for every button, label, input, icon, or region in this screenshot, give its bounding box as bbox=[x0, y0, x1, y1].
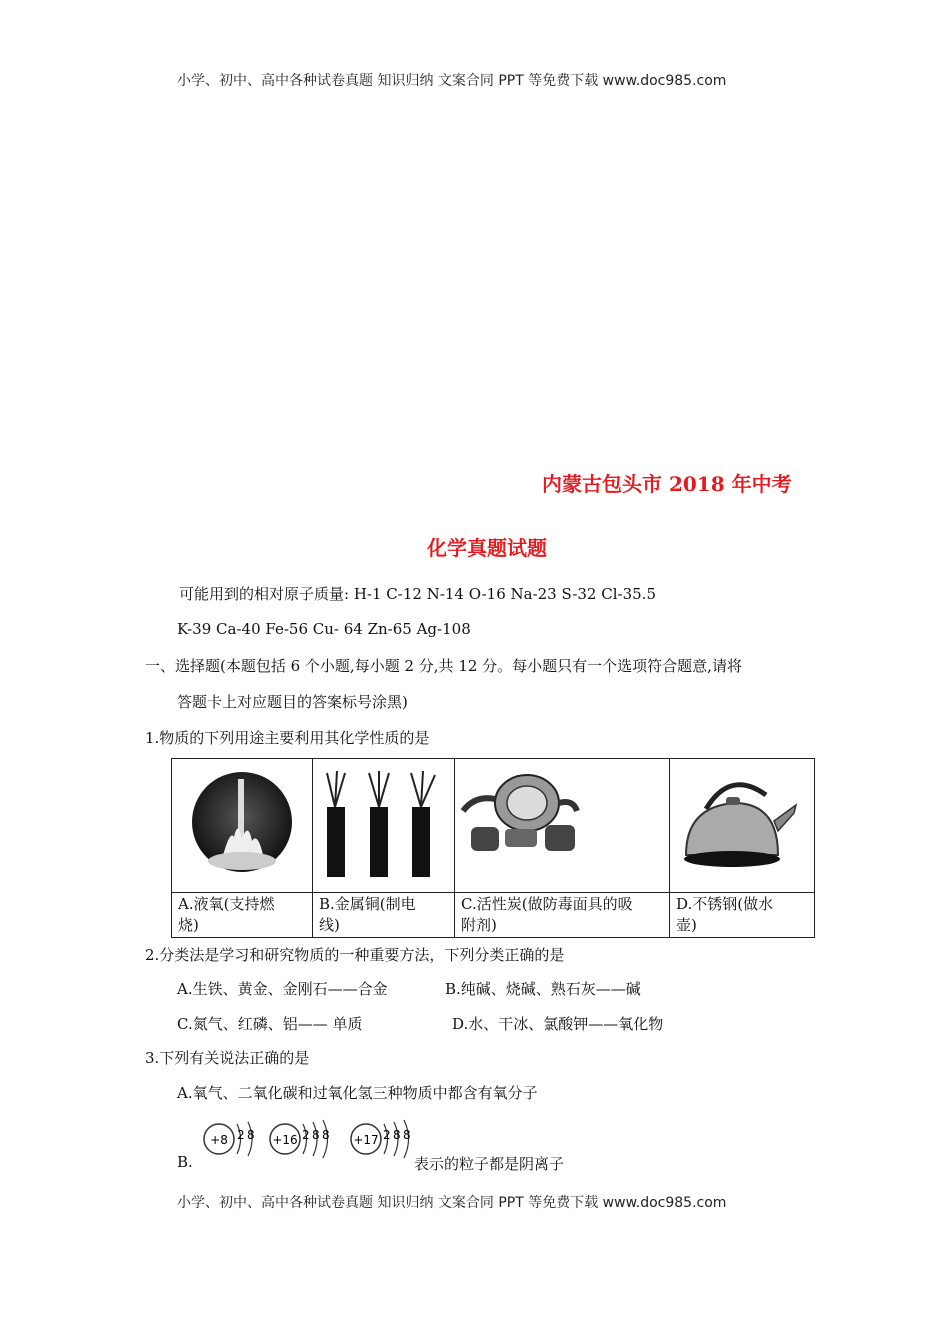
q2-option-c: C.氮气、红磷、铝—— 单质 bbox=[177, 1015, 363, 1033]
q2-stem: 2.分类法是学习和研究物质的一种重要方法，下列分类正确的是 bbox=[145, 946, 565, 964]
particle-diagram-1 bbox=[204, 1122, 255, 1156]
particle-diagram-2 bbox=[270, 1120, 330, 1158]
q1-option-d: D.不锈钢(做水 壶) bbox=[670, 893, 815, 938]
q1-image-cell-a bbox=[172, 759, 313, 893]
shell-label: 8 bbox=[247, 1128, 255, 1142]
q3-option-b-text: 表示的粒子都是阴离子 bbox=[414, 1155, 565, 1173]
atomic-structure-diagrams bbox=[198, 1116, 418, 1166]
particle-diagram-3 bbox=[351, 1120, 411, 1158]
q3-stem: 3.下列有关说法正确的是 bbox=[145, 1049, 310, 1067]
q3-option-b-label: B. bbox=[177, 1153, 193, 1171]
page-header: 小学、初中、高中各种试卷真题 知识归纳 文案合同 PPT 等免费下载 www.doc985.com bbox=[177, 73, 727, 89]
kettle-icon bbox=[670, 759, 814, 892]
shell-label: 2 bbox=[383, 1128, 391, 1142]
q1-options-table bbox=[171, 758, 815, 938]
nucleus-label: +17 bbox=[353, 1133, 379, 1147]
section1-instruction-line1: 一、选择题(本题包括 6 个小题,每小题 2 分,共 12 分。每小题只有一个选项符合题意,请将 bbox=[145, 657, 742, 675]
shell-label: 2 bbox=[237, 1128, 245, 1142]
q2-option-d: D.水、干冰、氯酸钾——氧化物 bbox=[452, 1015, 664, 1033]
q1-option-a: A.液氧(支持燃 烧) bbox=[172, 893, 313, 938]
q1-image-cell-b bbox=[313, 759, 455, 893]
shell-label: 8 bbox=[393, 1128, 401, 1142]
shell-label: 8 bbox=[312, 1128, 320, 1142]
q1-image-cell-d bbox=[670, 759, 815, 893]
page-footer: 小学、初中、高中各种试卷真题 知识归纳 文案合同 PPT 等免费下载 www.doc985.com bbox=[177, 1195, 727, 1211]
q1-stem: 1.物质的下列用途主要利用其化学性质的是 bbox=[145, 729, 430, 747]
q2-option-a: A.生铁、黄金、金刚石——合金 bbox=[177, 980, 388, 998]
exam-title-line1: 内蒙古包头市 2018 年中考 bbox=[542, 472, 792, 496]
q1-option-c: C.活性炭(做防毒面具的吸 附剂) bbox=[455, 893, 670, 938]
nucleus-label: +8 bbox=[210, 1133, 228, 1147]
shell-label: 8 bbox=[322, 1128, 330, 1142]
atomic-mass-line1: 可能用到的相对原子质量: H-1 C-12 N-14 O-16 Na-23 S-32 Cl-35.5 bbox=[179, 585, 656, 603]
shell-label: 8 bbox=[403, 1128, 411, 1142]
gas-mask-icon bbox=[455, 759, 669, 892]
q3-option-a: A.氧气、二氧化碳和过氧化氢三种物质中都含有氧分子 bbox=[177, 1084, 538, 1102]
q1-image-cell-c bbox=[455, 759, 670, 893]
exam-title-line2: 化学真题试题 bbox=[427, 536, 547, 560]
q2-option-b: B.纯碱、烧碱、熟石灰——碱 bbox=[445, 980, 641, 998]
section1-instruction-line2: 答题卡上对应题目的答案标号涂黑) bbox=[177, 693, 408, 711]
copper-wires-icon bbox=[313, 759, 454, 892]
shell-label: 2 bbox=[302, 1128, 310, 1142]
atomic-mass-line2: K-39 Ca-40 Fe-56 Cu- 64 Zn-65 Ag-108 bbox=[177, 620, 471, 638]
rocket-launch-icon bbox=[172, 759, 312, 892]
nucleus-label: +16 bbox=[272, 1133, 298, 1147]
q1-option-b: B.金属铜(制电 线) bbox=[313, 893, 455, 938]
